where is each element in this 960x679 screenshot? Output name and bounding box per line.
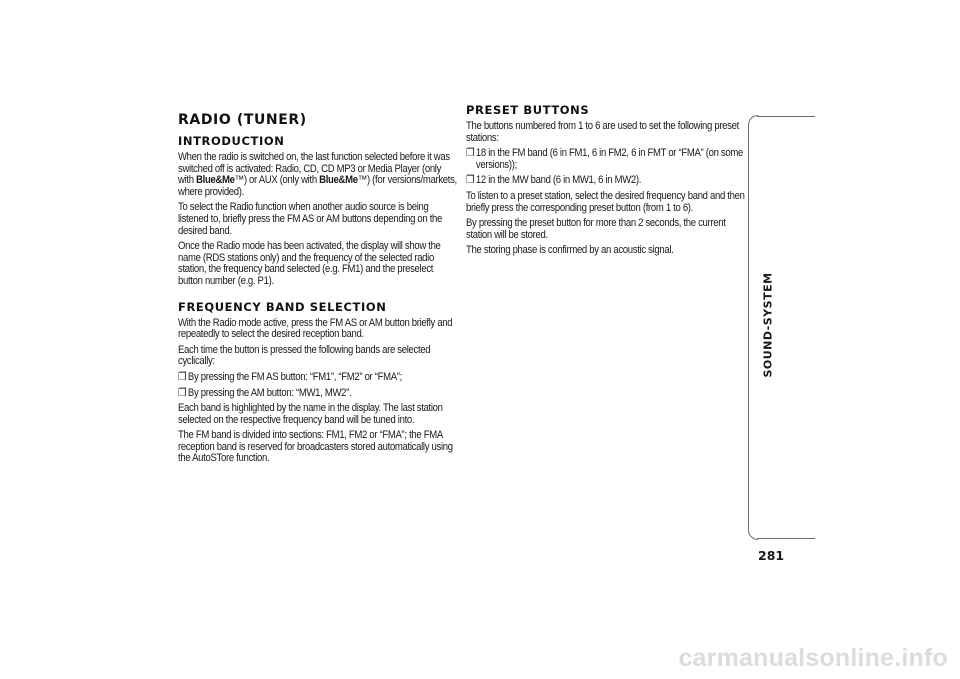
bullet-box-icon: ❐	[466, 174, 475, 187]
preset-paragraph-2: To listen to a preset station, select the desired frequency band and then briefly press the corresponding preset button (from 1 to 6).	[466, 189, 745, 214]
section-title: RADIO (TUNER)	[178, 112, 307, 128]
preset-bullet-mw	[466, 175, 757, 187]
preset-bullet-mw-text: 12 in the MW band (6 in MW1, 6 in MW2).	[475, 174, 642, 187]
intro-p1-text-b: ™) or AUX (only with	[234, 174, 320, 187]
brand-blueme-1: Blue&Me	[196, 174, 235, 187]
heading-introduction: INTRODUCTION	[178, 134, 285, 148]
preset-paragraph-1: The buttons numbered from 1 to 6 are used to set the following preset stations:	[466, 120, 739, 144]
bullet-box-icon: ❐	[178, 370, 187, 383]
intro-paragraph-1	[178, 152, 459, 198]
band-paragraph-4: The FM band is divided into sections: FM1, FM2 or “FMA”; the FMA reception band is reserved for broadcasters stored automatically using the AutoSTore function.	[178, 429, 453, 465]
section-tab-label: SOUND-SYSTEM	[761, 272, 775, 378]
preset-paragraph-4: The storing phase is confirmed by an acoustic signal.	[466, 244, 674, 257]
intro-p1-text-c: ™) (for versions/markets, where provided).	[178, 174, 457, 198]
band-bullet-am-text: By pressing the AM button: “MW1, MW2”.	[187, 386, 352, 399]
band-paragraph-2: Each time the button is pressed the following bands are selected cyclically:	[178, 343, 431, 368]
band-bullet-fm-text: By pressing the FM AS button: “FM1”, “FM2” or “FMA”;	[187, 370, 402, 383]
tab-divider-top	[757, 116, 815, 117]
bullet-box-icon: ❐	[178, 386, 187, 399]
heading-frequency-band: FREQUENCY BAND SELECTION	[178, 299, 387, 314]
band-bullet-fm	[178, 372, 469, 384]
intro-p1-text-a: When the radio is switched on, the last function selected before it was switched off is activated: Radio, CD, CD MP3 or Media Player (only with	[178, 151, 450, 187]
page-number: 281	[758, 548, 785, 563]
band-paragraph-1: With the Radio mode active, press the FM AS or AM button briefly and repeatedly to select the desired reception band.	[178, 316, 453, 341]
band-paragraph-3: Each band is highlighted by the name in the display. The last station selected on the respective frequency band will be tuned into.	[178, 402, 443, 426]
intro-paragraph-2: To select the Radio function when another audio source is being listened to, briefly press the FM AS or AM buttons depending on the desired band.	[178, 201, 443, 237]
section-tab-frame	[748, 115, 758, 540]
preset-bullet-fm	[466, 148, 757, 171]
band-bullet-am	[178, 388, 469, 400]
right-column	[466, 103, 746, 261]
left-column	[178, 112, 460, 469]
bullet-box-icon: ❐	[466, 147, 475, 160]
preset-paragraph-3: By pressing the preset button for more than 2 seconds, the current station will be stored.	[466, 217, 726, 241]
heading-preset-buttons: PRESET BUTTONS	[466, 103, 590, 117]
brand-blueme-2: Blue&Me	[319, 174, 358, 187]
watermark: carmanualsonline.info	[678, 644, 948, 672]
intro-paragraph-3: Once the Radio mode has been activated, the display will show the name (RDS stations only) and the frequency of the selected radio station, the frequency band selected (e.g. FM1) and the preselect button number (e.g. P1).	[178, 240, 441, 287]
preset-bullet-fm-text: 18 in the FM band (6 in FM1, 6 in FM2, 6 in FMT or “FMA” (on some versions));	[475, 147, 743, 171]
tab-divider-bottom	[757, 538, 815, 539]
